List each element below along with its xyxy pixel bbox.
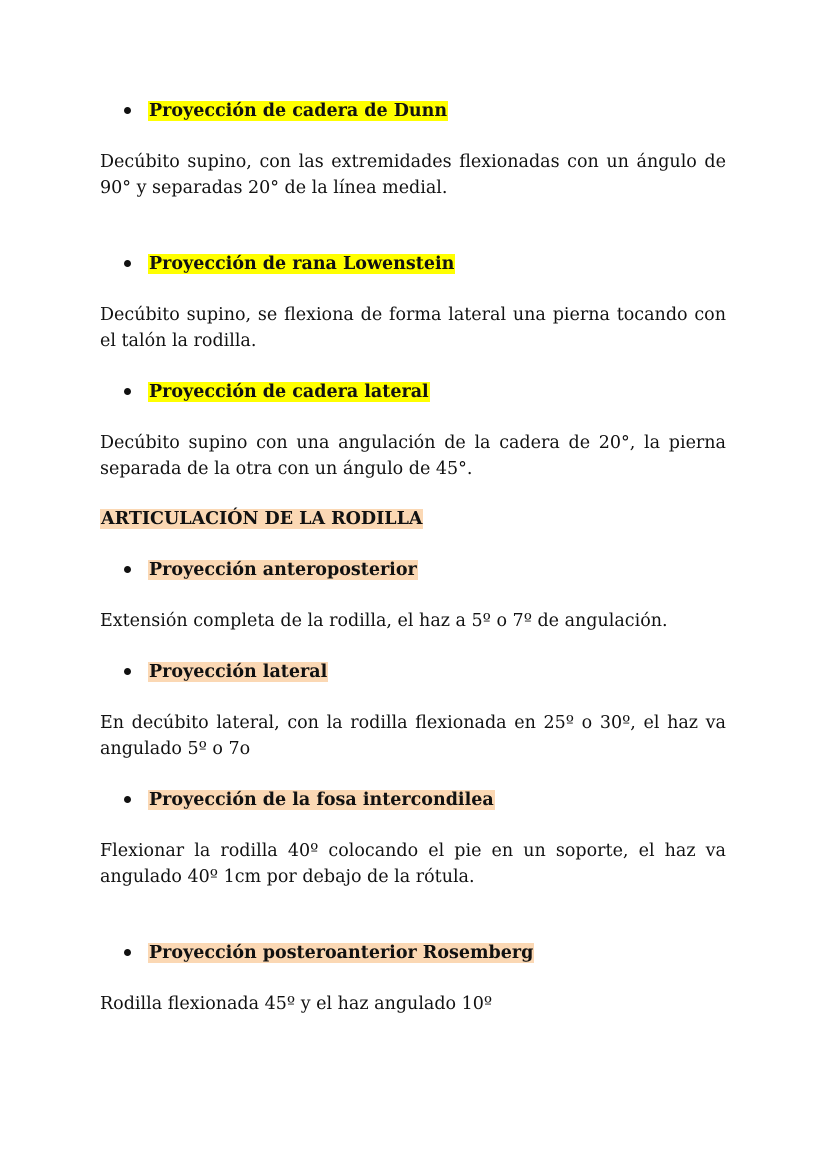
paragraph-lateral: En decúbito lateral, con la rodilla flexionada en 25º o 30º, el haz va angulado 5º o 7o bbox=[100, 713, 726, 759]
heading-text: Proyección de cadera de Dunn bbox=[149, 101, 448, 121]
bullet-heading-fosa-intercondilea bbox=[124, 788, 495, 812]
paragraph-rosemberg: Rodilla flexionada 45º y el haz angulado 10º bbox=[100, 994, 493, 1014]
heading-text: Proyección de cadera lateral bbox=[149, 382, 429, 402]
heading-text: Proyección lateral bbox=[149, 662, 328, 682]
bullet-heading-lowenstein bbox=[124, 252, 455, 276]
bullet-icon bbox=[124, 107, 131, 114]
bullet-icon bbox=[124, 566, 131, 573]
section-heading-rodilla bbox=[100, 507, 423, 531]
paragraph-cadera-lateral: Decúbito supino con una angulación de la cadera de 20°, la pierna separada de la otra con un ángulo de 45°. bbox=[100, 433, 726, 479]
bullet-icon bbox=[124, 796, 131, 803]
paragraph-dunn: Decúbito supino, con las extremidades flexionadas con un ángulo de 90° y separadas 20° de la línea medial. bbox=[100, 152, 726, 198]
bullet-heading-rosemberg bbox=[124, 941, 534, 965]
bullet-icon bbox=[124, 949, 131, 956]
bullet-heading-cadera-lateral bbox=[124, 380, 430, 404]
paragraph-fosa-intercondilea: Flexionar la rodilla 40º colocando el pie en un soporte, el haz va angulado 40º 1cm por debajo de la rótula. bbox=[100, 841, 726, 887]
bullet-heading-dunn bbox=[124, 99, 448, 123]
heading-text: Proyección de la fosa intercondilea bbox=[149, 790, 494, 810]
paragraph-anteroposterior: Extensión completa de la rodilla, el haz a 5º o 7º de angulación. bbox=[100, 611, 668, 631]
heading-text: Proyección anteroposterior bbox=[149, 560, 417, 580]
bullet-heading-lateral bbox=[124, 660, 328, 684]
bullet-icon bbox=[124, 668, 131, 675]
section-text: ARTICULACIÓN DE LA RODILLA bbox=[101, 509, 423, 529]
bullet-heading-anteroposterior bbox=[124, 558, 418, 582]
heading-text: Proyección posteroanterior Rosemberg bbox=[149, 943, 534, 963]
bullet-icon bbox=[124, 260, 131, 267]
heading-text: Proyección de rana Lowenstein bbox=[149, 254, 455, 274]
bullet-icon bbox=[124, 388, 131, 395]
paragraph-lowenstein: Decúbito supino, se flexiona de forma lateral una pierna tocando con el talón la rodilla. bbox=[100, 305, 726, 351]
